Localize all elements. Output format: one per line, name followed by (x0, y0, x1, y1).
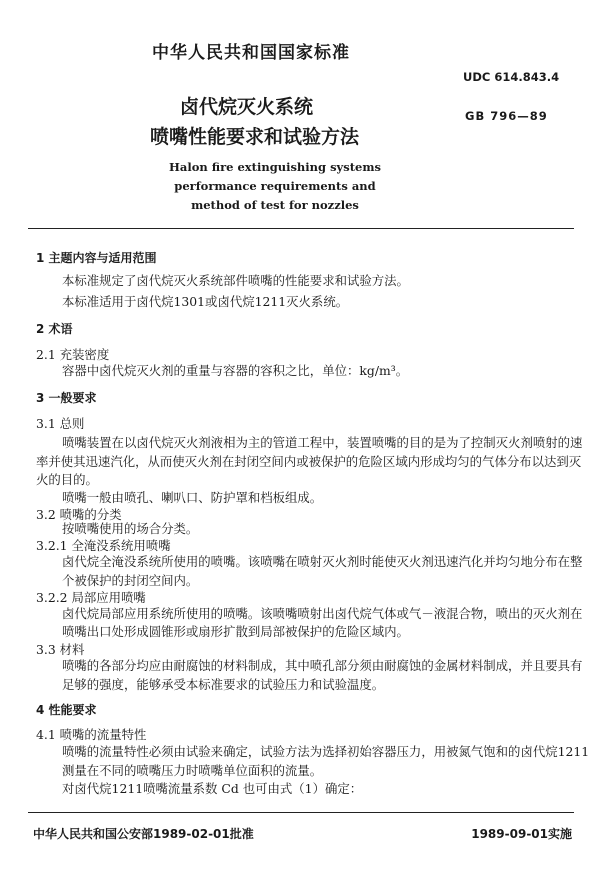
section-3-2-1-line-2: 个被保护的封闭空间内。 (62, 573, 199, 588)
section-1-paragraph-2: 本标准适用于卤代烷1301或卤代烷1211灭火系统。 (62, 294, 349, 309)
udc-code: UDC 614.843.4 (463, 70, 560, 84)
section-4-1-line-2: 测量在不同的喷嘴压力时喷嘴单位面积的流量。 (62, 763, 323, 778)
section-1-paragraph-1: 本标准规定了卤代烷灭火系统部件喷嘴的性能要求和试验方法。 (62, 273, 409, 288)
section-4-1-line-1: 喷嘴的流量特性必须由试验来确定，试验方法为选择初始容器压力，用被氮气饱和的卤代烷1211 (62, 744, 590, 759)
section-3-heading: 3 一般要求 (36, 391, 97, 405)
section-3-2-1-line-1: 卤代烷全淹没系统所使用的喷嘴。该喷嘴在喷射灭火剂时能使灭火剂迅速汽化并均匀地分布在整 (62, 554, 583, 569)
section-1-heading: 1 主题内容与适用范围 (36, 251, 157, 265)
section-4-1-line-3: 对卤代烷1211喷嘴流量系数 Cd 也可由式（1）确定： (62, 781, 363, 796)
section-3-3-heading: 3.3 材料 (36, 642, 85, 657)
approval-line: 中华人民共和国公安部1989-02-01批准 (33, 827, 254, 841)
section-3-2-2-heading: 3.2.2 局部应用喷嘴 (36, 590, 146, 605)
section-3-1-line-1: 喷嘴装置在以卤代烷灭火剂液相为主的管道工程中，装置喷嘴的目的是为了控制灭火剂喷射的速 (62, 435, 583, 450)
standard-title-line1: 卤代烷灭火系统 (180, 96, 314, 118)
section-3-2-heading: 3.2 喷嘴的分类 (36, 507, 122, 522)
implementation-date: 1989-09-01实施 (471, 827, 572, 841)
section-3-3-line-2: 足够的强度，能够承受本标准要求的试验压力和试验温度。 (62, 677, 385, 692)
section-2-1-heading: 2.1 充装密度 (36, 347, 110, 362)
gb-code: GB 796—89 (465, 109, 548, 123)
section-3-2-2-line-2: 喷嘴出口处形成圆锥形或扇形扩散到局部被保护的危险区域内。 (62, 624, 409, 639)
section-3-2-1-heading: 3.2.1 全淹没系统用喷嘴 (36, 538, 171, 553)
section-3-1-line-3: 火的目的。 (36, 472, 98, 487)
section-3-1-line-4: 喷嘴一般由喷孔、喇叭口、防护罩和档板组成。 (62, 490, 323, 505)
section-4-1-heading: 4.1 喷嘴的流量特性 (36, 727, 147, 742)
english-title: Halon fire extinguishing systems performance requirements and method of test for nozzles (169, 160, 381, 212)
footer-rule (28, 812, 574, 813)
section-3-1-line-2: 率并使其迅速汽化，从而使灭火剂在封闭空间内或被保护的危险区域内形成均匀的气体分布以达到灭 (36, 454, 582, 469)
section-3-1-heading: 3.1 总则 (36, 416, 85, 431)
section-4-heading: 4 性能要求 (36, 703, 97, 717)
section-2-1-text: 容器中卤代烷灭火剂的重量与容器的容积之比，单位：kg/m³。 (62, 363, 409, 378)
section-3-3-line-1: 喷嘴的各部分均应由耐腐蚀的材料制成，其中喷孔部分须由耐腐蚀的金属材料制成，并且要具有 (62, 658, 583, 673)
standard-title-line2: 喷嘴性能要求和试验方法 (150, 126, 360, 148)
section-2-heading: 2 术语 (36, 322, 73, 336)
section-3-2-text: 按喷嘴使用的场合分类。 (62, 521, 199, 536)
header-rule (28, 228, 574, 229)
country-standard-title: 中华人民共和国国家标准 (152, 43, 350, 63)
section-3-2-2-line-1: 卤代烷局部应用系统所使用的喷嘴。该喷嘴喷射出卤代烷气体或气－液混合物，喷出的灭火剂在 (62, 606, 583, 621)
